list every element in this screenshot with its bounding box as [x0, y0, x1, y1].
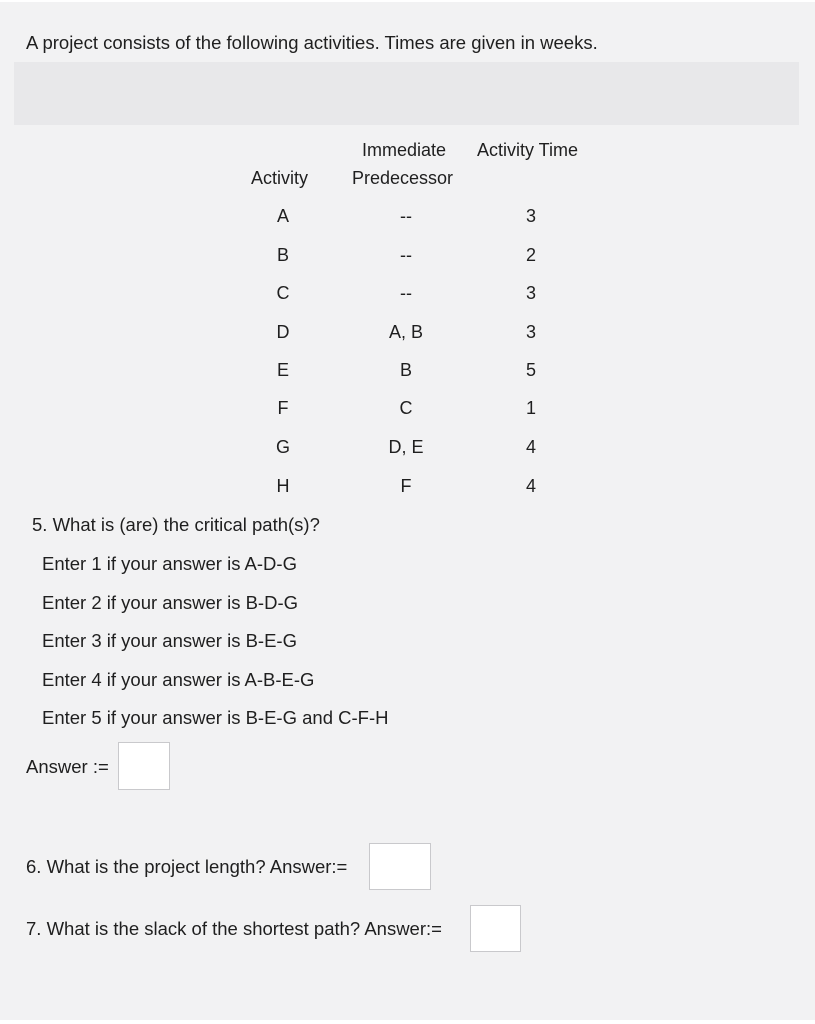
header-predecessor-line2: Predecessor — [352, 168, 454, 188]
row-activity: E — [276, 360, 289, 380]
intro-text: A project consists of the following activities. Times are given in weeks. — [26, 32, 598, 53]
row-time: 4 — [525, 476, 536, 496]
option-4: Enter 4 if your answer is A-B-E-G — [42, 669, 315, 690]
row-activity: D — [276, 322, 290, 342]
header-activity-time: Activity Time — [477, 140, 579, 160]
row-time: 3 — [525, 206, 536, 226]
row-activity: A — [276, 206, 289, 226]
row-time: 3 — [525, 322, 536, 342]
option-5: Enter 5 if your answer is B-E-G and C-F-H — [42, 707, 389, 728]
option-2: Enter 2 if your answer is B-D-G — [42, 592, 298, 613]
row-predecessor: -- — [400, 206, 412, 226]
option-1: Enter 1 if your answer is A-D-G — [42, 553, 297, 574]
question-7-text: 7. What is the slack of the shortest path? Answer:= — [26, 918, 442, 939]
row-time: 5 — [525, 360, 536, 380]
row-activity: H — [276, 476, 290, 496]
row-activity: C — [276, 283, 290, 303]
row-time: 1 — [525, 398, 536, 418]
row-predecessor: -- — [400, 245, 412, 265]
row-activity: F — [277, 398, 289, 418]
option-3: Enter 3 if your answer is B-E-G — [42, 630, 297, 651]
row-predecessor: D, E — [388, 437, 424, 457]
row-activity: G — [275, 437, 290, 457]
row-time: 2 — [525, 245, 536, 265]
row-activity: B — [276, 245, 289, 265]
banner-strip — [14, 62, 799, 125]
header-activity: Activity — [251, 168, 309, 188]
row-time: 3 — [525, 283, 536, 303]
row-predecessor: B — [399, 360, 412, 380]
row-predecessor: C — [399, 398, 413, 418]
row-predecessor: -- — [400, 283, 412, 303]
answer-7-input[interactable] — [470, 905, 521, 952]
question-5-text: 5. What is (are) the critical path(s)? — [32, 514, 320, 535]
header-predecessor-line1: Immediate — [362, 140, 447, 160]
question-6-text: 6. What is the project length? Answer:= — [26, 856, 348, 877]
row-time: 4 — [525, 437, 536, 457]
answer-label: Answer := — [26, 756, 109, 777]
row-predecessor: A, B — [388, 322, 423, 342]
answer-5-input[interactable] — [118, 742, 170, 790]
answer-6-input[interactable] — [369, 843, 431, 890]
row-predecessor: F — [400, 476, 412, 496]
